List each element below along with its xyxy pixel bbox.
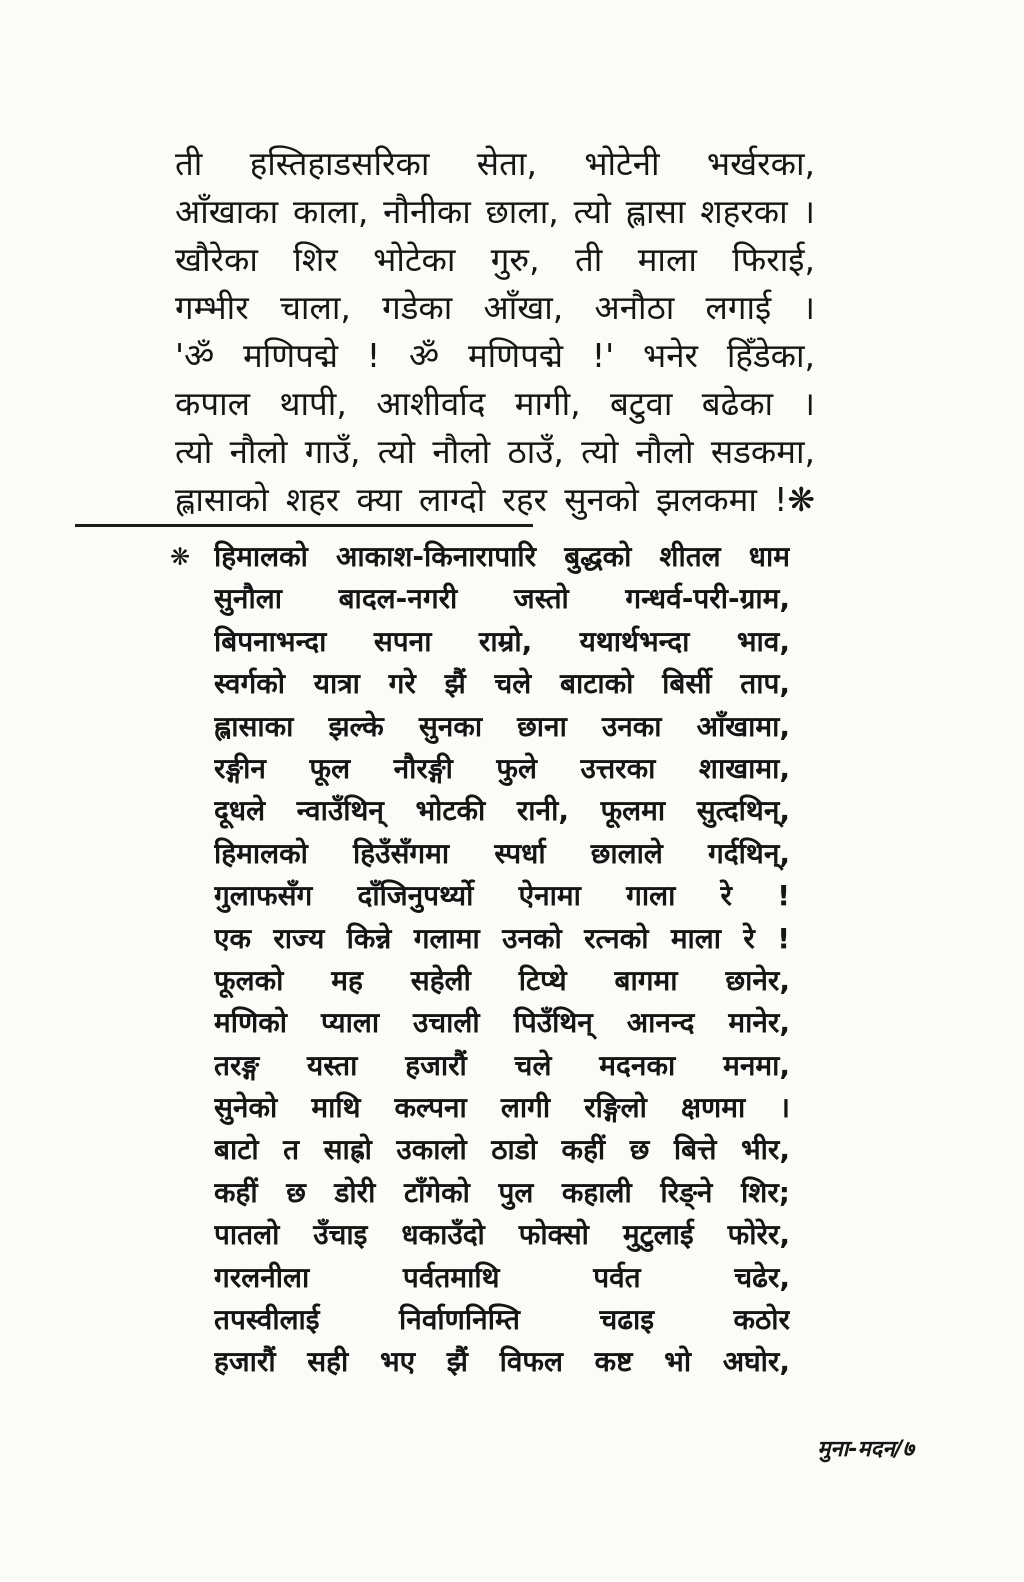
verse-line: गम्भीर चाला, गडेका आँखा, अनौठा लगाई । bbox=[175, 288, 815, 327]
footnote-line: तरङ्ग यस्ता हजारौं चले मदनका मनमा, bbox=[214, 1048, 790, 1082]
footnote-line: बिपनाभन्दा सपना राम्रो, यथार्थभन्दा भाव, bbox=[214, 624, 790, 658]
footnote-line: कहीं छ डोरी टाँगेको पुल कहाली रिङ्ने शिर; bbox=[214, 1175, 790, 1209]
verse-line: कपाल थापी, आशीर्वाद मागी, बटुवा बढेका । bbox=[175, 384, 815, 423]
verse-line: ह्लासाको शहर क्या लाग्दो रहर सुनको झलकमा !❋ bbox=[175, 480, 815, 519]
footnote-line: हिमालको आकाश-किनारापारि बुद्धको शीतल धाम bbox=[214, 540, 790, 573]
main-verse bbox=[175, 140, 815, 524]
footnote-line: गरलनीला पर्वतमाथि पर्वत चढेर, bbox=[214, 1260, 790, 1294]
footnote-line: हिमालको हिउँसँगमा स्पर्धा छालाले गर्दथिन्, bbox=[214, 836, 790, 870]
footnote-line: एक राज्य किन्ने गलामा उनको रत्नको माला रे ! bbox=[214, 921, 790, 955]
footnote-line: मणिको प्याला उचाली पिउँथिन् आनन्द मानेर, bbox=[214, 1006, 790, 1040]
footnote-line: सुनौला बादल-नगरी जस्तो गन्धर्व-परी-ग्राम, bbox=[214, 582, 790, 616]
footnote-line: दूधले न्वाउँथिन् भोटकी रानी, फूलमा सुत्दथिन्, bbox=[214, 794, 790, 828]
footnote-line: पातलो उँचाइ धकाउँदो फोक्सो मुटुलाई फोरेर, bbox=[214, 1218, 790, 1252]
footnote-line: सुनेको माथि कल्पना लागी रङ्गिलो क्षणमा । bbox=[214, 1091, 790, 1125]
verse-line: खौरेका शिर भोटेका गुरु, ती माला फिराई, bbox=[175, 240, 815, 279]
verse-line: त्यो नौलो गाउँ, त्यो नौलो ठाउँ, त्यो नौलो सडकमा, bbox=[175, 432, 815, 471]
footnote-line: स्वर्गको यात्रा गरे झैं चले बाटाको बिर्सी ताप, bbox=[214, 667, 790, 701]
footnote-line: हजारौं सही भए झैं विफल कष्ट भो अघोर, bbox=[214, 1345, 790, 1379]
footnote-line: फूलको मह सहेली टिप्थे बागमा छानेर, bbox=[214, 963, 790, 997]
footnote-line: तपस्वीलाई निर्वाणनिम्ति चढाइ कठोर bbox=[214, 1303, 790, 1337]
footnote bbox=[170, 536, 790, 1384]
page-footer-label: मुना-मदन/७ bbox=[817, 1437, 914, 1462]
footnote-lines bbox=[214, 536, 790, 1384]
footnote-line: गुलाफसँग दाँजिनुपर्थ्यो ऐनामा गाला रे ! bbox=[214, 879, 790, 913]
verse-line: 'ॐ मणिपद्मे ! ॐ मणिपद्मे !' भनेर हिँडेका, bbox=[175, 336, 815, 375]
footnote-separator bbox=[75, 524, 533, 527]
verse-line: ती हस्तिहाडसरिका सेता, भोटेनी भर्खरका, bbox=[175, 144, 815, 183]
verse-line: आँखाका काला, नौनीका छाला, त्यो ह्लासा शहरका । bbox=[175, 192, 815, 231]
footnote-line: ह्लासाका झल्के सुनका छाना उनका आँखामा, bbox=[214, 709, 790, 743]
footnote-line: बाटो त साह्रो उकालो ठाडो कहीं छ बित्ते भीर, bbox=[214, 1133, 790, 1167]
footnote-marker-icon: ❋ bbox=[170, 543, 191, 571]
footnote-line: रङ्गीन फूल नौरङ्गी फुले उत्तरका शाखामा, bbox=[214, 751, 790, 785]
